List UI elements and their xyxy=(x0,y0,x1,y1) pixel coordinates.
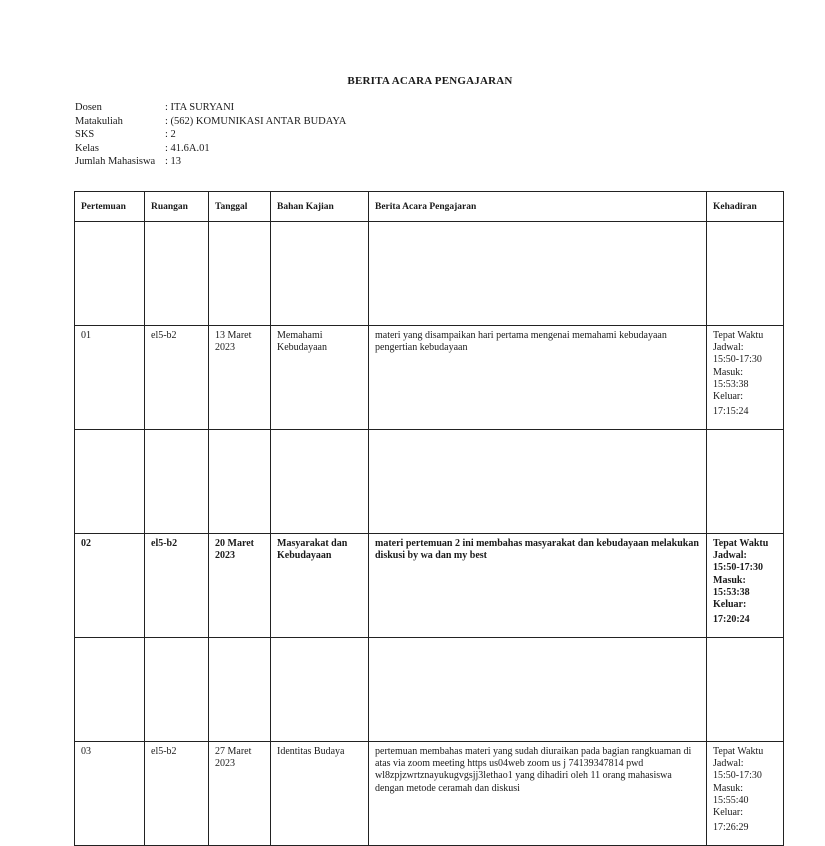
schedule-label: Jadwal: xyxy=(713,550,747,562)
cell-berita-acara: pertemuan membahas materi yang sudah diuraikan pada bagian rangkuaman di atas via zoom meeting https us04web zoom us j 74139347814 pwd wl8zpjzwrtznayukugvgsjj3lethao1 yang dihadiri oleh 11 orang mahasiswa dengan metode ceramah dan diskusi xyxy=(369,742,707,846)
info-label: Matakuliah xyxy=(75,115,123,127)
cell-ruangan: el5-b2 xyxy=(145,326,209,430)
attendance-status: Tepat Waktu xyxy=(713,746,764,757)
info-value: : 2 xyxy=(165,129,176,141)
cell-kehadiran xyxy=(707,326,784,430)
info-label: Kelas xyxy=(75,142,99,154)
schedule-value: 15:50-17:30 xyxy=(713,562,763,574)
header-berita-acara: Berita Acara Pengajaran xyxy=(369,192,707,222)
check-out-value: 17:26:29 xyxy=(713,822,749,834)
info-row-matakuliah xyxy=(75,115,346,129)
spacer-row xyxy=(75,222,784,326)
schedule-label: Jadwal: xyxy=(713,342,744,354)
info-row-kelas xyxy=(75,142,346,156)
table-row xyxy=(75,326,784,430)
cell-tanggal: 27 Maret 2023 xyxy=(209,742,271,846)
course-info xyxy=(75,101,346,169)
cell-tanggal: 20 Maret 2023 xyxy=(209,534,271,638)
teaching-record-table xyxy=(74,191,784,846)
check-in-value: 15:55:40 xyxy=(713,794,749,806)
cell-bahan-kajian: Identitas Budaya xyxy=(271,742,369,846)
cell-bahan-kajian: Masyarakat dan Kebudayaan xyxy=(271,534,369,638)
info-row-jumlah-mahasiswa xyxy=(75,155,346,169)
info-value: : 41.6A.01 xyxy=(165,142,210,154)
document-title: BERITA ACARA PENGAJARAN xyxy=(347,75,513,87)
header-ruangan: Ruangan xyxy=(145,192,209,222)
info-value: : (562) KOMUNIKASI ANTAR BUDAYA xyxy=(165,115,347,127)
table-row xyxy=(75,742,784,846)
cell-tanggal: 13 Maret 2023 xyxy=(209,326,271,430)
check-out-value: 17:20:24 xyxy=(713,614,750,626)
info-label: SKS xyxy=(75,129,95,141)
schedule-value: 15:50-17:30 xyxy=(713,770,762,782)
info-row-sks xyxy=(75,128,346,142)
cell-kehadiran xyxy=(707,534,784,638)
header-bahan-kajian: Bahan Kajian xyxy=(271,192,369,222)
table-row xyxy=(75,534,784,638)
check-in-value: 15:53:38 xyxy=(713,378,749,390)
info-value: : ITA SURYANI xyxy=(165,102,235,113)
header-tanggal: Tanggal xyxy=(209,192,271,222)
cell-berita-acara: materi yang disampaikan hari pertama mengenai memahami kebudayaan pengertian kebudayaan xyxy=(369,326,707,430)
check-out-label: Keluar: xyxy=(713,599,747,611)
check-out-label: Keluar: xyxy=(713,391,743,403)
info-row-dosen xyxy=(75,101,346,115)
spacer-row xyxy=(75,638,784,742)
attendance-status: Tepat Waktu xyxy=(713,330,764,341)
schedule-value: 15:50-17:30 xyxy=(713,354,762,366)
cell-pertemuan: 03 xyxy=(75,742,145,846)
header-pertemuan: Pertemuan xyxy=(75,192,145,222)
info-label: Dosen xyxy=(75,102,102,113)
header-kehadiran: Kehadiran xyxy=(707,192,784,222)
cell-ruangan: el5-b2 xyxy=(145,534,209,638)
info-value: : 13 xyxy=(165,156,182,168)
table-header-row xyxy=(75,192,784,222)
cell-ruangan: el5-b2 xyxy=(145,742,209,846)
cell-pertemuan: 01 xyxy=(75,326,145,430)
cell-kehadiran xyxy=(707,742,784,846)
check-in-label: Masuk: xyxy=(713,366,743,378)
check-in-value: 15:53:38 xyxy=(713,586,750,598)
cell-bahan-kajian: Memahami Kebudayaan xyxy=(271,326,369,430)
check-out-label: Keluar: xyxy=(713,807,743,819)
schedule-label: Jadwal: xyxy=(713,758,744,770)
cell-berita-acara: materi pertemuan 2 ini membahas masyarakat dan kebudayaan melakukan diskusi by wa dan my best xyxy=(369,534,707,638)
spacer-row xyxy=(75,430,784,534)
cell-pertemuan: 02 xyxy=(75,534,145,638)
check-in-label: Masuk: xyxy=(713,574,746,586)
info-label: Jumlah Mahasiswa xyxy=(75,156,156,168)
check-out-value: 17:15:24 xyxy=(713,406,749,418)
attendance-status: Tepat Waktu xyxy=(713,538,769,549)
check-in-label: Masuk: xyxy=(713,782,743,794)
